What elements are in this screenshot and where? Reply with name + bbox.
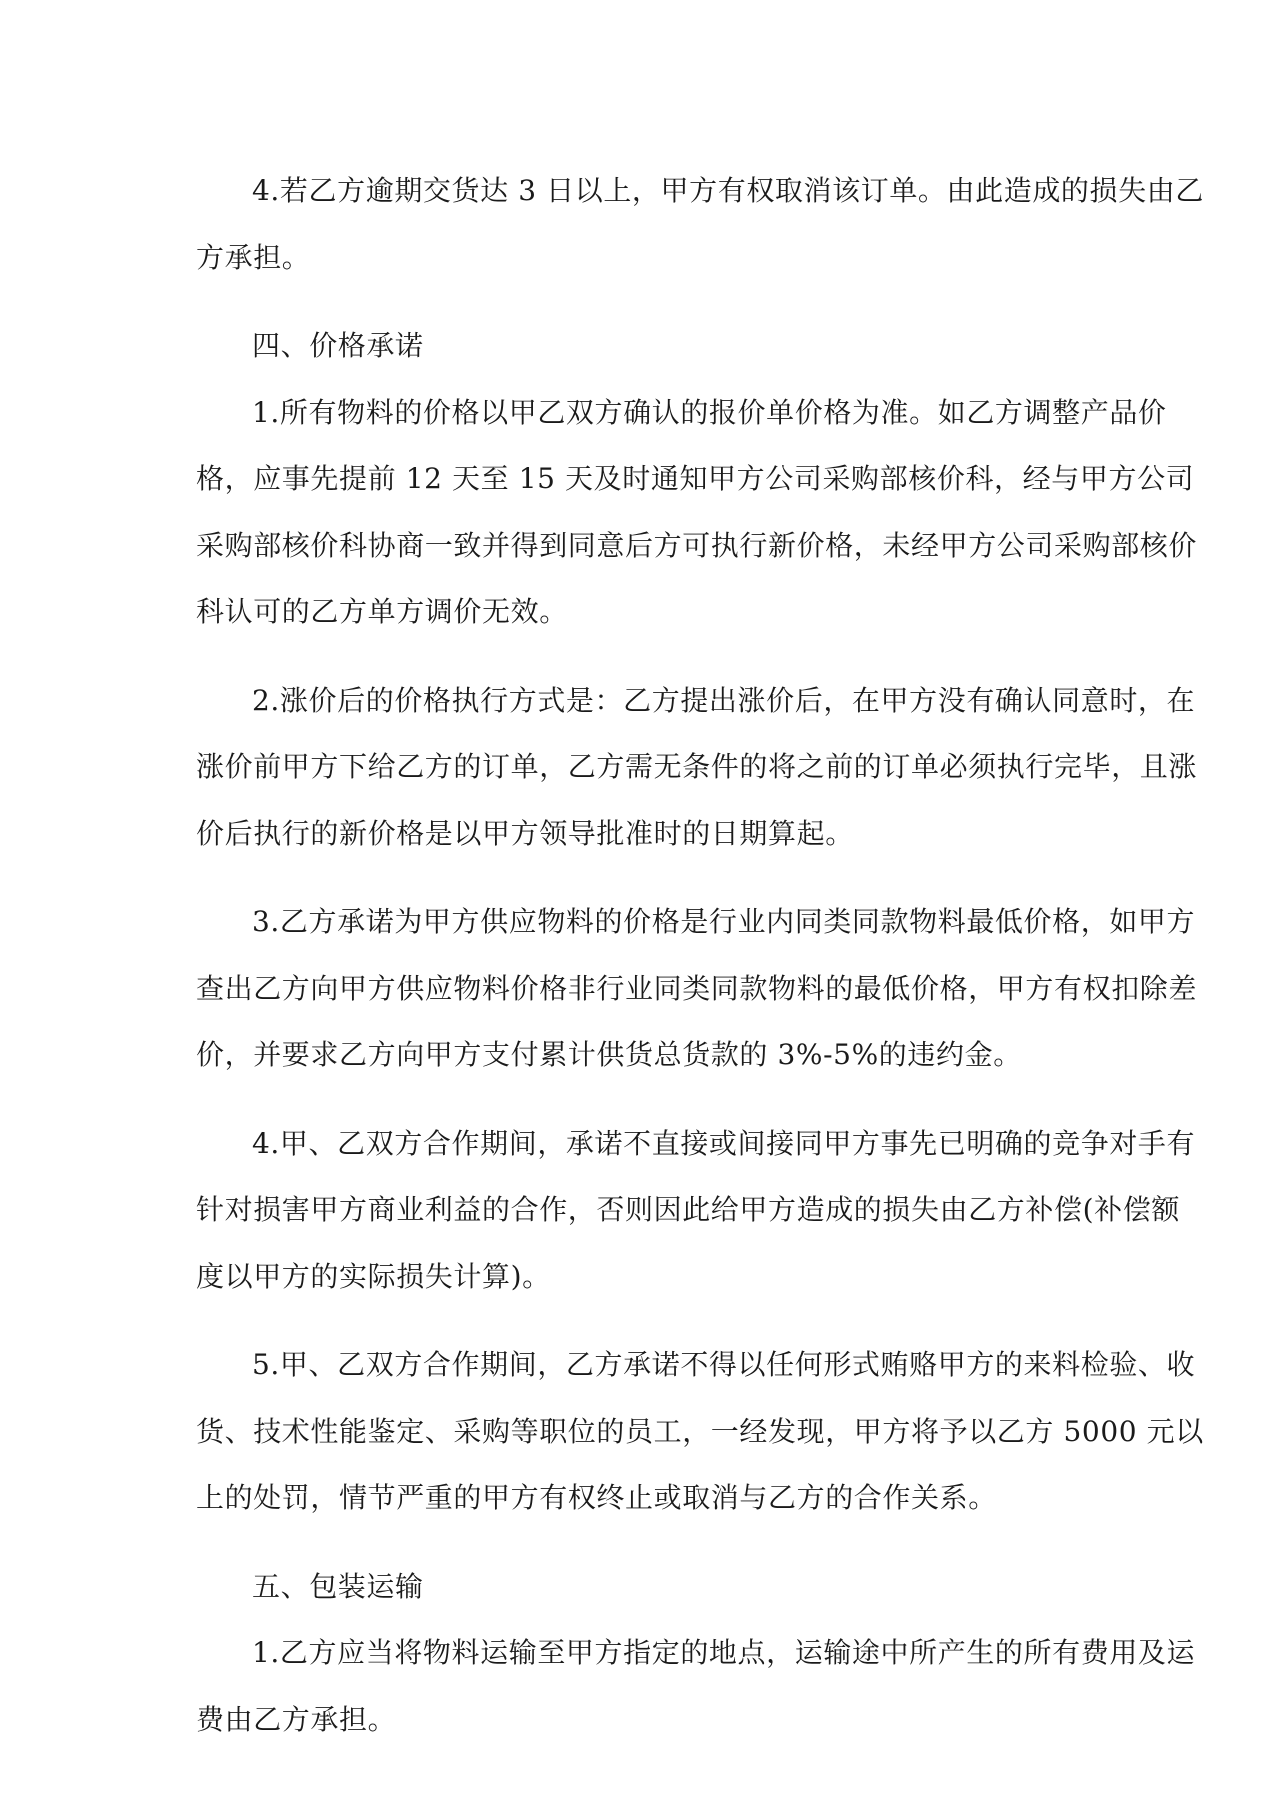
clause-4-4-paragraph <box>196 1111 1196 1311</box>
paragraph-line: 采购部核价科协商一致并得到同意后方可执行新价格，未经甲方公司采购部核价 <box>196 528 1198 562</box>
clause-4-5-paragraph <box>196 1332 1204 1532</box>
clause-4-2-paragraph <box>196 668 1198 868</box>
clause-3-4-paragraph <box>196 158 1204 291</box>
paragraph-line: 1.所有物料的价格以甲乙双方确认的报价单价格为准。如乙方调整产品价 <box>252 395 1167 429</box>
section-4-heading <box>196 313 1092 380</box>
paragraph-line: 2.涨价后的价格执行方式是：乙方提出涨价后，在甲方没有确认同意时，在 <box>252 683 1196 717</box>
paragraph-line: 度以甲方的实际损失计算)。 <box>196 1259 551 1293</box>
paragraph-line: 价后执行的新价格是以甲方领导批准时的日期算起。 <box>196 816 854 850</box>
document-body <box>196 158 1204 1775</box>
paragraph-line: 方承担。 <box>196 240 311 274</box>
paragraph-line: 查出乙方向甲方供应物料价格非行业同类同款物料的最低价格，甲方有权扣除差 <box>196 971 1198 1005</box>
paragraph-line: 5.甲、乙双方合作期间，乙方承诺不得以任何形式贿赂甲方的来料检验、收 <box>252 1348 1196 1381</box>
paragraph-line: 涨价前甲方下给乙方的订单，乙方需无条件的将之前的订单必须执行完毕，且涨 <box>196 750 1198 783</box>
section-heading-text: 五、包装运输 <box>252 1569 424 1603</box>
clause-4-3-paragraph <box>196 889 1198 1089</box>
paragraph-line: 科认可的乙方单方调价无效。 <box>196 595 568 628</box>
clause-4-1-paragraph <box>196 380 1198 646</box>
paragraph-line: 4.若乙方逾期交货达 3 日以上，甲方有权取消该订单。由此造成的损失由乙 <box>252 174 1204 207</box>
section-heading-text: 四、价格承诺 <box>252 329 424 362</box>
paragraph-line: 1.乙方应当将物料运输至甲方指定的地点，运输途中所产生的所有费用及运 <box>252 1636 1196 1669</box>
paragraph-line: 3.乙方承诺为甲方供应物料的价格是行业内同类同款物料最低价格，如甲方 <box>252 905 1196 938</box>
paragraph-line: 格，应事先提前 12 天至 15 天及时通知甲方公司采购部核价科，经与甲方公司 <box>196 462 1195 495</box>
paragraph-line: 针对损害甲方商业利益的合作，否则因此给甲方造成的损失由乙方补偿(补偿额 <box>196 1193 1180 1226</box>
paragraph-line: 上的处罚，情节严重的甲方有权终止或取消与乙方的合作关系。 <box>196 1481 997 1514</box>
clause-5-1-paragraph <box>196 1620 1196 1753</box>
paragraph-line: 费由乙方承担。 <box>196 1702 397 1736</box>
paragraph-line: 4.甲、乙双方合作期间，承诺不直接或间接同甲方事先已明确的竞争对手有 <box>252 1126 1196 1160</box>
section-5-heading <box>196 1554 1092 1621</box>
paragraph-line: 价，并要求乙方向甲方支付累计供货总货款的 3%-5%的违约金。 <box>196 1038 1022 1071</box>
paragraph-line: 货、技术性能鉴定、采购等职位的员工，一经发现，甲方将予以乙方 5000 元以 <box>196 1414 1204 1448</box>
